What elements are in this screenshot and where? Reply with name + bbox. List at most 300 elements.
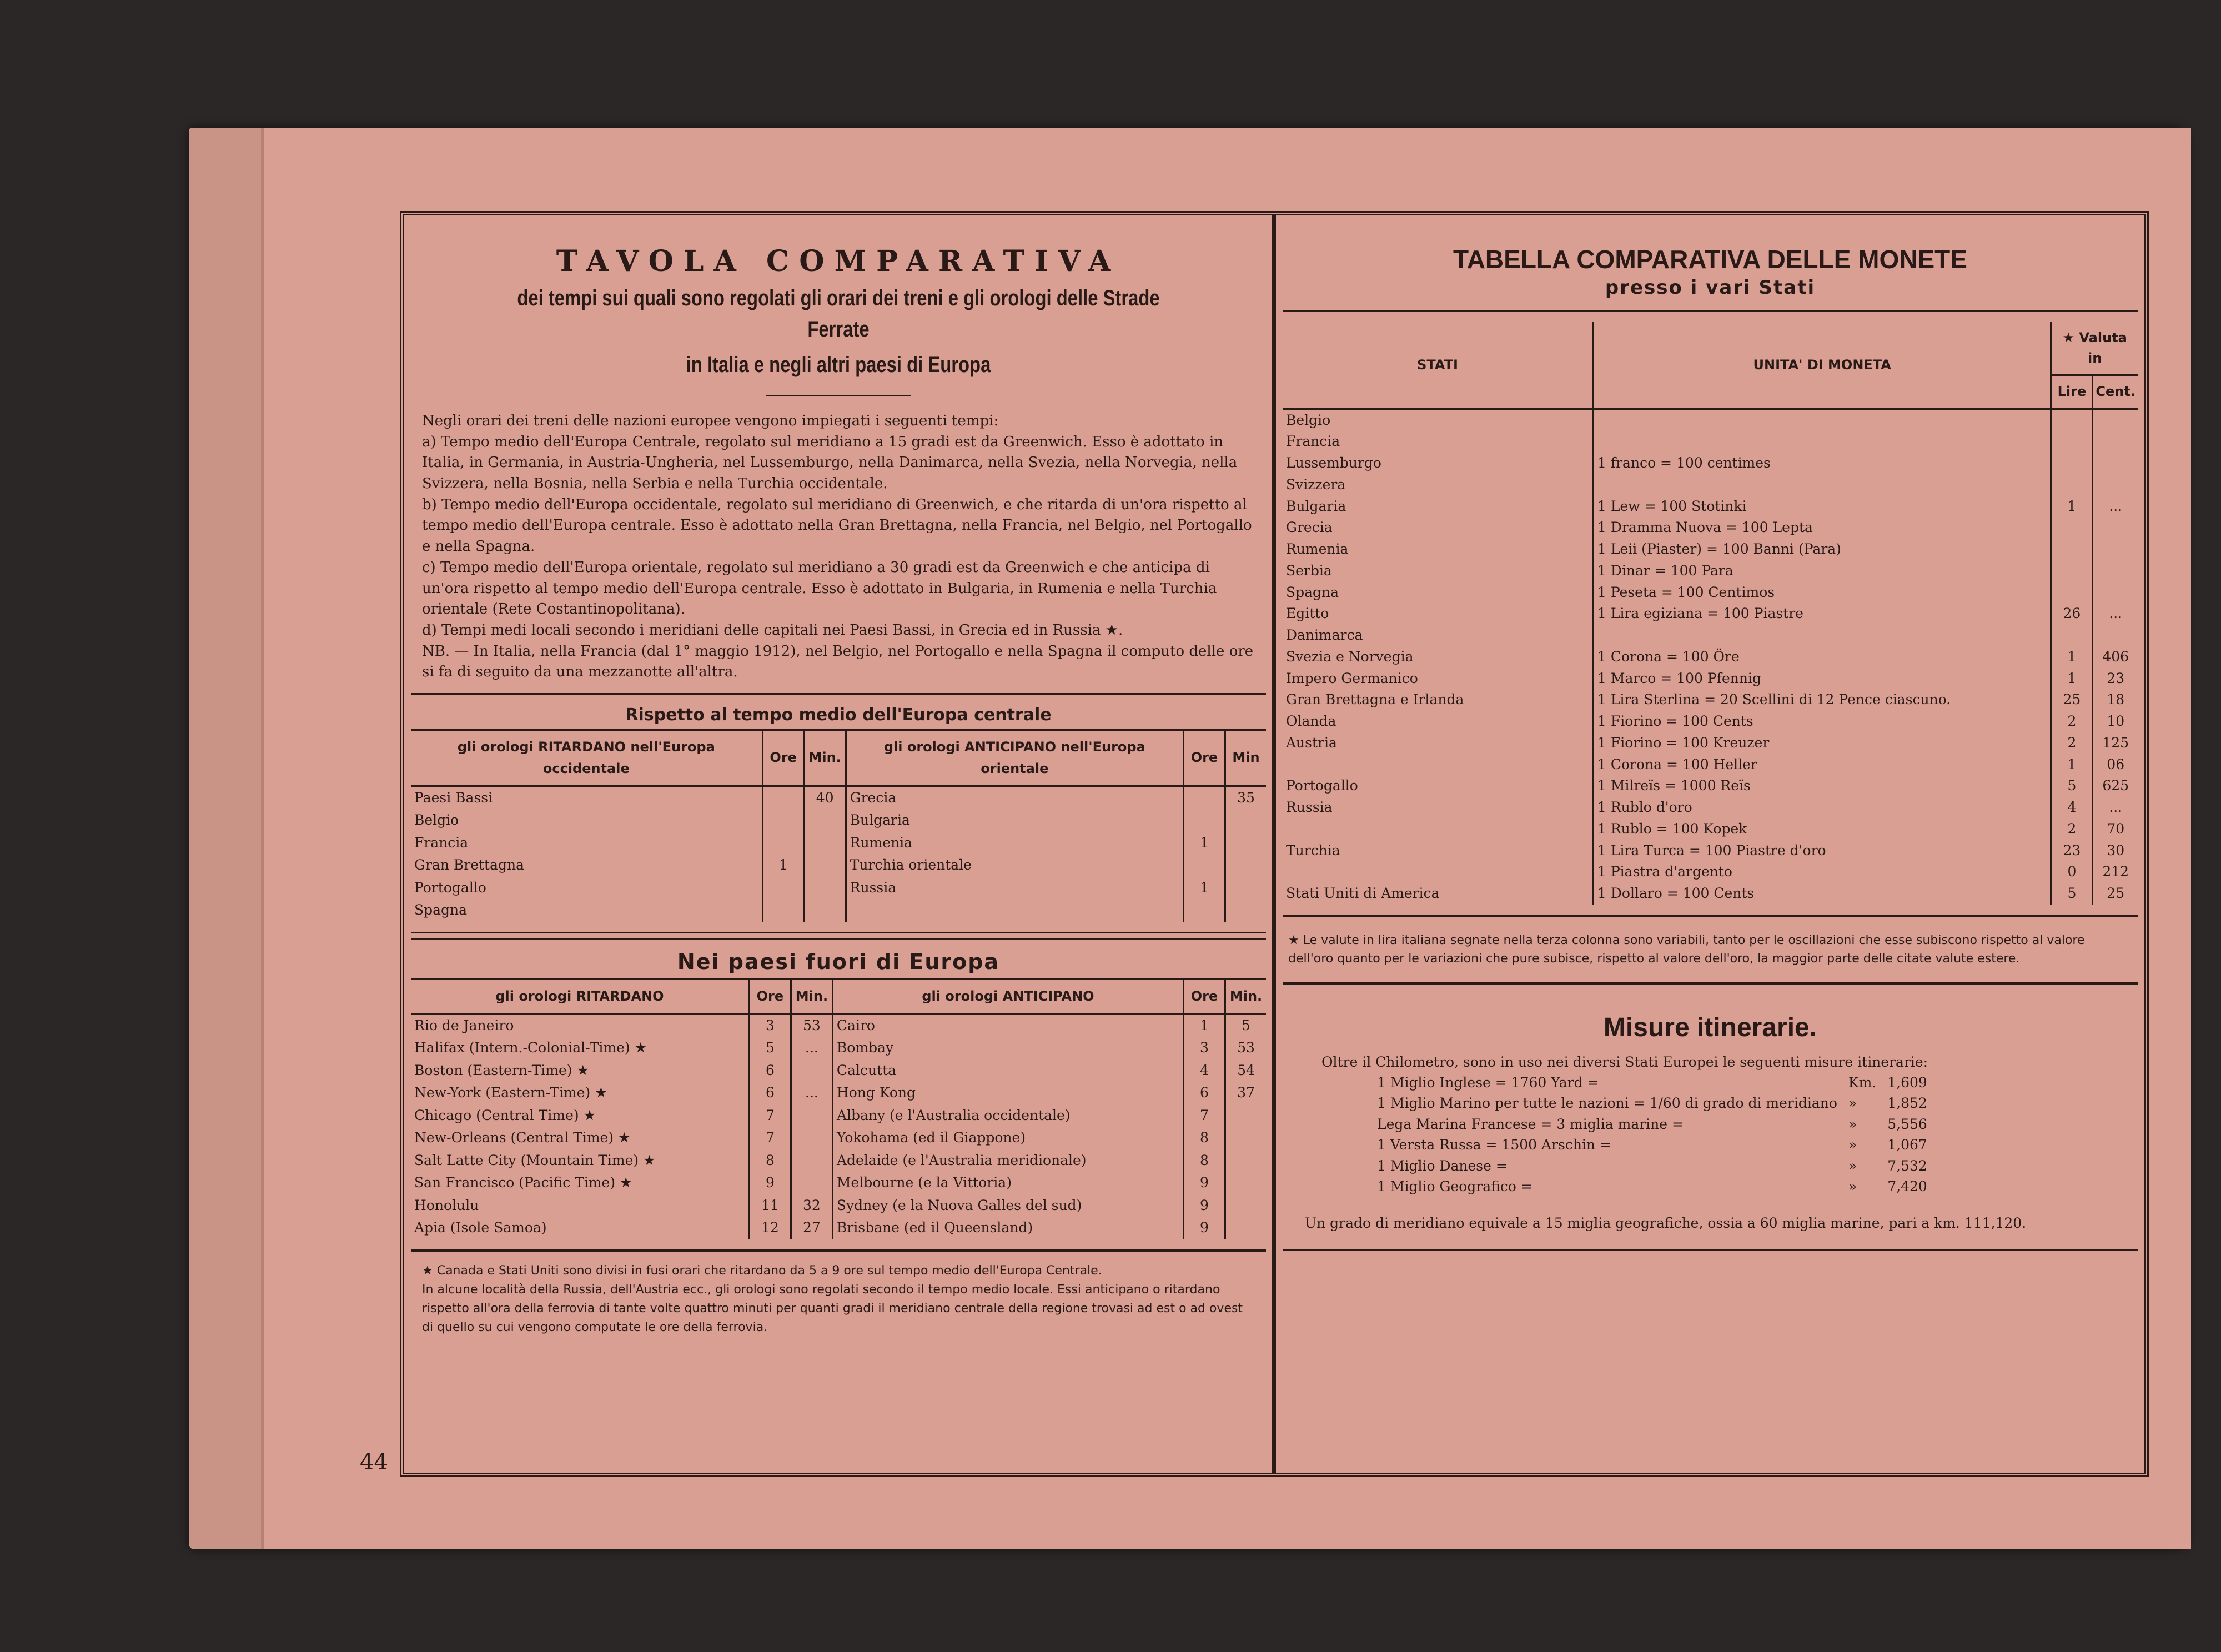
hours-value <box>1184 786 1225 809</box>
cent-value <box>2093 409 2138 431</box>
table-row <box>1283 582 2138 604</box>
cent-value: 406 <box>2093 646 2138 668</box>
hours-value: 9 <box>749 1172 791 1194</box>
hours-value <box>762 809 804 832</box>
measure-name: 1 Miglio Danese = <box>1377 1157 1508 1174</box>
place-name: Cairo <box>832 1013 1183 1037</box>
state-name: Turchia <box>1286 842 1340 858</box>
col-min: Min. <box>1225 979 1267 1013</box>
hours-value: 6 <box>749 1060 791 1082</box>
right-title: TABELLA COMPARATIVA DELLE MONETE <box>1453 245 1967 274</box>
hours-value <box>1184 899 1225 922</box>
minutes-value: 37 <box>1225 1082 1267 1104</box>
minutes-value: 27 <box>791 1217 832 1239</box>
table-row <box>1283 883 2138 905</box>
place-name: Russia <box>846 877 1183 900</box>
col-ore: Ore <box>749 979 791 1013</box>
state-name: Serbia <box>1286 562 1332 579</box>
place-name: Boston (Eastern-Time) ★ <box>414 1062 589 1078</box>
state-name: Lussemburgo <box>1286 455 1381 471</box>
place-name: Apia (Isole Samoa) <box>414 1219 547 1236</box>
lire-value: 1 <box>2051 646 2093 668</box>
cent-value: 23 <box>2093 668 2138 690</box>
table-row <box>411 1149 1266 1172</box>
state-name: Austria <box>1286 734 1337 751</box>
place-name: Adelaide (e l'Australia meridionale) <box>832 1149 1183 1172</box>
hours-value: 9 <box>1184 1217 1225 1239</box>
place-name: Brisbane (ed il Queensland) <box>832 1217 1183 1239</box>
table-row <box>1371 1093 1933 1114</box>
footnotes <box>411 1262 1266 1337</box>
hours-value: 3 <box>1184 1037 1225 1060</box>
table-row <box>1283 539 2138 560</box>
measure-name: Lega Marina Francese = 3 miglia marine = <box>1377 1116 1684 1132</box>
col-ritardano: gli orologi RITARDANO <box>411 979 749 1013</box>
coin-unit: 1 Marco = 100 Pfennig <box>1594 668 2051 690</box>
lire-value <box>2051 431 2093 453</box>
lire-value <box>2051 474 2093 496</box>
minutes-value: 53 <box>791 1013 832 1037</box>
coin-unit <box>1594 625 2051 646</box>
col-cent: Cent. <box>2093 375 2138 409</box>
hours-value: 1 <box>1184 877 1225 900</box>
table-row <box>1283 560 2138 582</box>
section-rule <box>1283 982 2138 985</box>
table-row <box>411 1013 1266 1037</box>
coin-unit: 1 Fiorino = 100 Cents <box>1594 711 2051 732</box>
minutes-value: 5 <box>1225 1013 1267 1037</box>
minutes-value <box>804 809 846 832</box>
europe-table <box>411 729 1266 922</box>
col-ore: Ore <box>762 730 804 786</box>
hours-value <box>762 832 804 855</box>
minutes-value <box>1225 877 1267 900</box>
lire-value: 23 <box>2051 840 2093 862</box>
col-ritardano: gli orologi RITARDANO nell'Europa occidentale <box>411 730 762 786</box>
table-row <box>1283 496 2138 518</box>
intro-line: a) Tempo medio dell'Europa Centrale, regolato sul meridiano a 15 gradi est da Greenwich. Esso è adottato in Italia, in Germania, in Austria-Ungheria, nel Lussemburgo, nella Danimarca, nella Svezia, nella Norvegia, nella Svizzera, nella Bosnia, nella Serbia e nella Turchia occidentale. <box>422 433 1238 493</box>
hours-value <box>1184 854 1225 877</box>
coin-unit: 1 Rublo = 100 Kopek <box>1594 819 2051 840</box>
table-row <box>1371 1114 1933 1135</box>
cent-value <box>2093 582 2138 604</box>
hours-value: 6 <box>1184 1082 1225 1104</box>
cent-value: 125 <box>2093 732 2138 754</box>
minutes-value: 40 <box>804 786 846 809</box>
measure-value: 7,420 <box>1887 1178 1927 1195</box>
state-name: Portogallo <box>1286 777 1358 794</box>
lire-value: 2 <box>2051 711 2093 732</box>
measure-unit: » <box>1848 1116 1857 1132</box>
cent-value: 212 <box>2093 861 2138 883</box>
minutes-value: 53 <box>1225 1037 1267 1060</box>
place-name: Hong Kong <box>832 1082 1183 1104</box>
table-row <box>411 786 1266 809</box>
minutes-value <box>804 854 846 877</box>
cent-value <box>2093 431 2138 453</box>
table-row <box>1283 711 2138 732</box>
table-row <box>411 1060 1266 1082</box>
intro-line: c) Tempo medio dell'Europa orientale, regolato sul meridiano a 30 gradi est da Greenwich e che anticipa di un'ora rispetto al tempo medio dell'Europa centrale. Esso è adottato in Bulgaria, in Rumenia e nella Turchia orientale (Rete Costantinopolitana). <box>422 559 1217 618</box>
coin-unit: 1 franco = 100 centimes <box>1594 453 2051 474</box>
cent-value <box>2093 474 2138 496</box>
col-ore: Ore <box>1184 730 1225 786</box>
coin-unit: 1 Leii (Piaster) = 100 Banni (Para) <box>1594 539 2051 560</box>
cent-value <box>2093 539 2138 560</box>
place-name: New-York (Eastern-Time) ★ <box>414 1084 607 1101</box>
table-row <box>1283 797 2138 819</box>
outside-heading: Nei paesi fuori di Europa <box>677 949 1000 974</box>
table-row <box>1283 732 2138 754</box>
place-name: Paesi Bassi <box>414 789 493 806</box>
state-name <box>1283 861 1594 883</box>
place-name: Rumenia <box>846 832 1183 855</box>
table-row <box>411 809 1266 832</box>
place-name: Belgio <box>414 812 459 828</box>
minutes-value: ... <box>791 1037 832 1060</box>
left-title: TAVOLA COMPARATIVA <box>556 244 1121 278</box>
cent-value: 70 <box>2093 819 2138 840</box>
table-row <box>1283 840 2138 862</box>
measure-value: 5,556 <box>1887 1116 1927 1132</box>
state-name <box>1283 819 1594 840</box>
place-name: Rio de Janeiro <box>414 1017 514 1033</box>
misure-note: Un grado di meridiano equivale a 15 miglia geografiche, ossia a 60 miglia marine, pari a km. 111,120. <box>1305 1214 2027 1231</box>
cent-value <box>2093 453 2138 474</box>
col-min: Min <box>1225 730 1267 786</box>
hours-value: 1 <box>1184 1013 1225 1037</box>
hours-value <box>762 877 804 900</box>
table-row <box>1283 819 2138 840</box>
coin-unit: 1 Peseta = 100 Centimos <box>1594 582 2051 604</box>
lire-value <box>2051 453 2093 474</box>
col-stati: STATI <box>1283 322 1594 409</box>
minutes-value <box>1225 1149 1267 1172</box>
cent-value: ... <box>2093 797 2138 819</box>
measure-unit: » <box>1848 1178 1857 1195</box>
coins-section <box>1283 244 2138 1261</box>
state-name: Svizzera <box>1286 476 1346 493</box>
place-name: Portogallo <box>414 879 486 896</box>
measure-unit: » <box>1848 1095 1857 1112</box>
intro-line: Negli orari dei treni delle nazioni europee vengono impiegati i seguenti tempi: <box>422 413 999 429</box>
minutes-value <box>791 1172 832 1194</box>
place-name: Salt Latte City (Mountain Time) ★ <box>414 1152 656 1168</box>
state-name: Olanda <box>1286 713 1336 730</box>
title-rule <box>766 395 911 396</box>
minutes-value <box>1225 809 1267 832</box>
col-min: Min. <box>804 730 846 786</box>
hours-value: 1 <box>762 854 804 877</box>
coin-unit <box>1594 474 2051 496</box>
europe-heading: Rispetto al tempo medio dell'Europa centrale <box>625 705 1052 725</box>
table-row <box>411 1217 1266 1239</box>
measure-name: 1 Miglio Inglese = 1760 Yard = <box>1377 1074 1599 1091</box>
place-name: Melbourne (e la Vittoria) <box>832 1172 1183 1194</box>
coin-unit: 1 Rublo d'oro <box>1594 797 2051 819</box>
coins-table <box>1283 322 2138 905</box>
table-row <box>1283 409 2138 431</box>
coin-unit: 1 Piastra d'argento <box>1594 861 2051 883</box>
section-rule <box>411 693 1266 695</box>
minutes-value <box>1225 899 1267 922</box>
table-row <box>1283 431 2138 453</box>
measure-unit: Km. <box>1848 1074 1877 1091</box>
lire-value: 5 <box>2051 883 2093 905</box>
left-subtitle-1: dei tempi sui quali sono regolati gli orari dei treni e gli orologi delle Strade Ferrate <box>517 286 1160 342</box>
measure-value: 1,852 <box>1887 1095 1927 1112</box>
cent-value <box>2093 517 2138 539</box>
minutes-value <box>804 877 846 900</box>
place-name: Honolulu <box>414 1197 479 1213</box>
col-valuta: ★ Valuta in <box>2051 322 2138 375</box>
intro-text <box>411 411 1266 683</box>
col-lire: Lire <box>2051 375 2093 409</box>
coin-unit: 1 Lira egiziana = 100 Piastre <box>1594 603 2051 625</box>
minutes-value <box>1225 1127 1267 1149</box>
lire-value: 4 <box>2051 797 2093 819</box>
lire-value: 0 <box>2051 861 2093 883</box>
place-name: Spagna <box>414 902 468 918</box>
misure-intro: Oltre il Chilometro, sono in uso nei diversi Stati Europei le seguenti misure itinerarie: <box>1321 1053 1928 1070</box>
table-row <box>411 877 1266 900</box>
place-name: Yokohama (ed il Giappone) <box>832 1127 1183 1149</box>
minutes-value <box>791 1149 832 1172</box>
table-row <box>411 1194 1266 1217</box>
table-row <box>1283 517 2138 539</box>
state-name <box>1283 754 1594 776</box>
hours-value: 1 <box>1184 832 1225 855</box>
coin-unit: 1 Dramma Nuova = 100 Lepta <box>1594 517 2051 539</box>
coin-unit: 1 Lira Turca = 100 Piastre d'oro <box>1594 840 2051 862</box>
lire-value: 5 <box>2051 775 2093 797</box>
state-name: Russia <box>1286 799 1333 816</box>
footnote: ★ Canada e Stati Uniti sono divisi in fusi orari che ritardano da 5 a 9 ore sul tempo medio dell'Europa Centrale. <box>422 1263 1102 1278</box>
cent-value <box>2093 625 2138 646</box>
minutes-value: 32 <box>791 1194 832 1217</box>
time-table-section <box>411 244 1266 1337</box>
state-name: Impero Germanico <box>1286 670 1418 686</box>
hours-value <box>762 899 804 922</box>
table-row <box>411 1082 1266 1104</box>
state-name: Francia <box>1286 433 1340 450</box>
intro-line: b) Tempo medio dell'Europa occidentale, regolato sul meridiano di Greenwich, e che ritarda di un'ora rispetto al tempo medio dell'Europa centrale. Esso è adottato nella Gran Brettagna, nella Francia, nel Belgio, nel Portogallo e nella Spagna. <box>422 496 1252 555</box>
table-row <box>1283 603 2138 625</box>
table-row <box>411 1172 1266 1194</box>
table-row <box>1283 689 2138 711</box>
coin-unit: 1 Dollaro = 100 Cents <box>1594 883 2051 905</box>
lire-value: 2 <box>2051 732 2093 754</box>
state-name: Svezia e Norvegia <box>1286 648 1414 665</box>
state-name: Stati Uniti di America <box>1286 885 1440 902</box>
col-anticipano: gli orologi ANTICIPANO nell'Europa orientale <box>846 730 1183 786</box>
state-name: Belgio <box>1286 411 1331 428</box>
table-row <box>411 1104 1266 1127</box>
minutes-value <box>1225 1217 1267 1239</box>
section-rule <box>411 1249 1266 1252</box>
hours-value: 9 <box>1184 1172 1225 1194</box>
lire-value: 1 <box>2051 668 2093 690</box>
table-row <box>1371 1072 1933 1093</box>
hours-value <box>1184 809 1225 832</box>
hours-value: 8 <box>1184 1149 1225 1172</box>
column-divider <box>1272 214 1276 1474</box>
place-name: San Francisco (Pacific Time) ★ <box>414 1174 632 1191</box>
table-row <box>411 832 1266 855</box>
lire-value <box>2051 625 2093 646</box>
state-name: Egitto <box>1286 605 1329 622</box>
lire-value: 1 <box>2051 754 2093 776</box>
misure-title: Misure itinerarie. <box>1603 1012 1817 1042</box>
table-row <box>411 1127 1266 1149</box>
lire-value: 2 <box>2051 819 2093 840</box>
table-row <box>1283 861 2138 883</box>
table-row <box>411 899 1266 922</box>
state-name: Rumenia <box>1286 541 1349 558</box>
left-subtitle-2: in Italia e negli altri paesi di Europa <box>686 353 991 377</box>
table-row <box>411 854 1266 877</box>
measure-name: 1 Miglio Geografico = <box>1377 1178 1532 1195</box>
minutes-value <box>1225 832 1267 855</box>
table-row <box>1371 1134 1933 1156</box>
hours-value: 12 <box>749 1217 791 1239</box>
hours-value: 7 <box>749 1104 791 1127</box>
intro-line: NB. — In Italia, nella Francia (dal 1° maggio 1912), nel Belgio, nel Portogallo e nella Spagna il computo delle ore si fa di seguito da una mezzanotte all'altra. <box>422 642 1254 681</box>
col-anticipano: gli orologi ANTICIPANO <box>832 979 1183 1013</box>
cent-value: 25 <box>2093 883 2138 905</box>
table-row <box>1283 775 2138 797</box>
place-name: Bombay <box>832 1037 1183 1060</box>
lire-value: 25 <box>2051 689 2093 711</box>
table-row <box>1371 1156 1933 1177</box>
minutes-value <box>791 1060 832 1082</box>
table-row <box>1283 646 2138 668</box>
hours-value: 7 <box>1184 1104 1225 1127</box>
cent-value: ... <box>2093 603 2138 625</box>
lire-value <box>2051 409 2093 431</box>
table-row <box>1283 453 2138 474</box>
hours-value: 7 <box>749 1127 791 1149</box>
measure-unit: » <box>1848 1137 1857 1153</box>
hours-value: 3 <box>749 1013 791 1037</box>
measure-name: 1 Versta Russa = 1500 Arschin = <box>1377 1137 1611 1153</box>
cent-value <box>2093 560 2138 582</box>
coin-unit: 1 Fiorino = 100 Kreuzer <box>1594 732 2051 754</box>
coin-unit <box>1594 409 2051 431</box>
place-name: Sydney (e la Nuova Galles del sud) <box>832 1194 1183 1217</box>
state-name: Danimarca <box>1286 627 1363 644</box>
coin-unit: 1 Dinar = 100 Para <box>1594 560 2051 582</box>
outside-table <box>411 978 1266 1239</box>
cent-value: 10 <box>2093 711 2138 732</box>
minutes-value: 54 <box>1225 1060 1267 1082</box>
state-name: Bulgaria <box>1286 498 1346 514</box>
table-row <box>411 1037 1266 1060</box>
coin-unit: 1 Milreïs = 1000 Reïs <box>1594 775 2051 797</box>
place-name: Calcutta <box>832 1060 1183 1082</box>
col-min: Min. <box>791 979 832 1013</box>
measure-unit: » <box>1848 1157 1857 1174</box>
section-rule <box>1283 1249 2138 1251</box>
state-name: Spagna <box>1286 584 1339 600</box>
col-unita: UNITA' DI MONETA <box>1594 322 2051 409</box>
coin-unit: 1 Lira Sterlina = 20 Scellini di 12 Pence ciascuno. <box>1594 689 2051 711</box>
hours-value: 11 <box>749 1194 791 1217</box>
minutes-value: ... <box>791 1082 832 1104</box>
footnote: In alcune località della Russia, dell'Austria ecc., gli orologi sono regolati secondo il tempo medio locale. Essi anticipano o ritardano rispetto all'ora della ferrovia di tante volte quattro minuti per quanti gradi il meridiano centrale della regione trovasi ad est o ad ovest di quello su cui vengono computate le ore della ferrovia. <box>422 1282 1243 1334</box>
minutes-value: 35 <box>1225 786 1267 809</box>
place-name: Francia <box>414 834 469 851</box>
state-name: Grecia <box>1286 519 1333 536</box>
cent-value: 18 <box>2093 689 2138 711</box>
table-row <box>1283 668 2138 690</box>
hours-value: 5 <box>749 1037 791 1060</box>
coin-unit: 1 Lew = 100 Stotinki <box>1594 496 2051 518</box>
measure-name: 1 Miglio Marino per tutte le nazioni = 1/60 di grado di meridiano <box>1377 1095 1837 1112</box>
minutes-value <box>791 1127 832 1149</box>
intro-line: d) Tempi medi locali secondo i meridiani delle capitali nei Paesi Bassi, in Grecia ed in Russia ★. <box>422 621 1123 639</box>
place-name: Halifax (Intern.-Colonial-Time) ★ <box>414 1040 647 1056</box>
coin-unit: 1 Corona = 100 Öre <box>1594 646 2051 668</box>
cent-value: ... <box>2093 496 2138 518</box>
table-row <box>1371 1176 1933 1197</box>
hours-value: 4 <box>1184 1060 1225 1082</box>
place-name: Gran Brettagna <box>414 857 524 873</box>
place-name: Bulgaria <box>846 809 1183 832</box>
cent-value: 625 <box>2093 775 2138 797</box>
misure-table <box>1371 1072 1933 1197</box>
hours-value: 8 <box>749 1149 791 1172</box>
place-name: Grecia <box>846 786 1183 809</box>
hours-value: 8 <box>1184 1127 1225 1149</box>
minutes-value <box>791 1104 832 1127</box>
hours-value: 9 <box>1184 1194 1225 1217</box>
right-subtitle: presso i vari Stati <box>1605 277 1816 299</box>
section-rule <box>1283 915 2138 917</box>
lire-value <box>2051 582 2093 604</box>
page-number: 44 <box>360 1449 388 1475</box>
measure-value: 1,609 <box>1887 1074 1927 1091</box>
minutes-value <box>804 832 846 855</box>
lire-value <box>2051 560 2093 582</box>
table-row <box>1283 625 2138 646</box>
lire-value: 1 <box>2051 496 2093 518</box>
coin-unit: 1 Corona = 100 Heller <box>1594 754 2051 776</box>
section-rule <box>1283 310 2138 312</box>
coin-unit <box>1594 431 2051 453</box>
place-name: Chicago (Central Time) ★ <box>414 1107 596 1123</box>
minutes-value <box>1225 1194 1267 1217</box>
cent-value: 06 <box>2093 754 2138 776</box>
table-row <box>1283 754 2138 776</box>
minutes-value <box>1225 854 1267 877</box>
col-ore: Ore <box>1184 979 1225 1013</box>
cent-value: 30 <box>2093 840 2138 862</box>
state-name: Gran Brettagna e Irlanda <box>1286 691 1464 708</box>
measure-value: 7,532 <box>1887 1157 1927 1174</box>
place-name: Albany (e l'Australia occidentale) <box>832 1104 1183 1127</box>
minutes-value <box>1225 1104 1267 1127</box>
hours-value <box>762 786 804 809</box>
section-rule <box>411 932 1266 940</box>
place-name <box>846 899 1183 922</box>
place-name: New-Orleans (Central Time) ★ <box>414 1129 631 1146</box>
lire-value <box>2051 517 2093 539</box>
place-name: Turchia orientale <box>846 854 1183 877</box>
minutes-value <box>1225 1172 1267 1194</box>
coins-note: ★ Le valute in lira italiana segnate nella terza colonna sono variabili, tanto per le oscillazioni che esse subiscono rispetto al valore dell'oro quanto per le variazioni che pure subisce, rispetto al valore dell'oro, la maggior parte delle citate valute estere. <box>1288 933 2085 966</box>
lire-value <box>2051 539 2093 560</box>
